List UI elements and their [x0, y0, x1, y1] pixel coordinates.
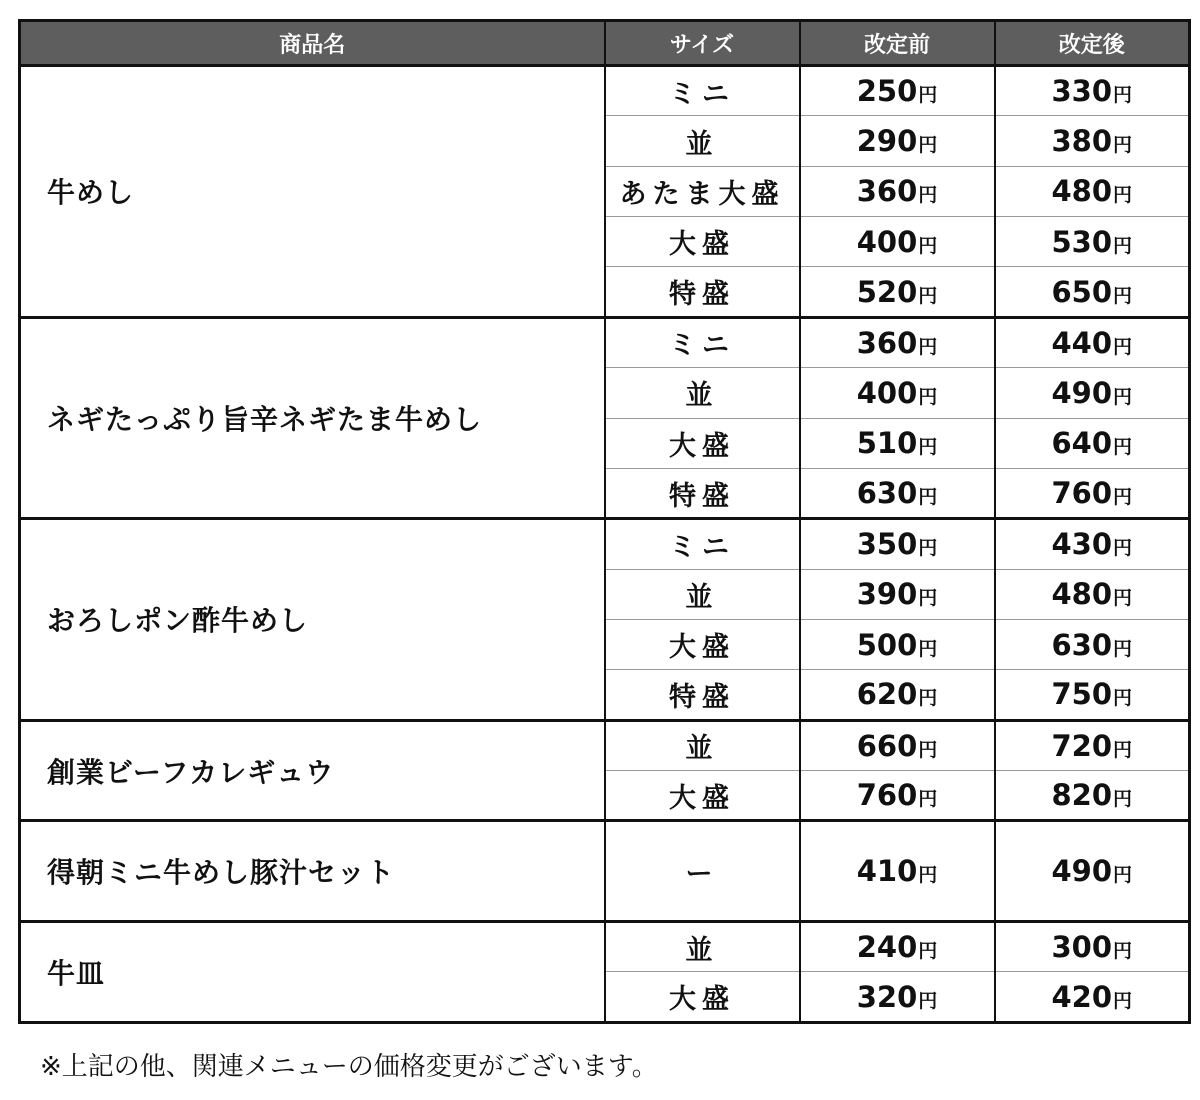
yen-suffix: 円: [1113, 284, 1133, 307]
price-after-cell: [995, 116, 1190, 166]
yen-suffix: 円: [1113, 134, 1133, 157]
table-row: [20, 317, 1190, 367]
price-before-cell: [800, 217, 995, 267]
yen-suffix: 円: [918, 84, 938, 107]
price-revision-table: [18, 19, 1191, 1024]
price-before-value: 360: [856, 174, 918, 209]
size-cell: 大盛: [605, 972, 800, 1023]
price-before-value: 500: [856, 627, 918, 662]
yen-suffix: 円: [1113, 335, 1133, 358]
price-before-cell: [800, 569, 995, 619]
price-after-cell: [995, 418, 1190, 468]
price-before-value: 240: [856, 930, 918, 965]
price-after-value: 650: [1051, 274, 1113, 309]
yen-suffix: 円: [1113, 537, 1133, 560]
price-before-cell: [800, 368, 995, 418]
product-name-cell: おろしポン酢牛めし: [20, 519, 605, 720]
price-before-value: 400: [856, 224, 918, 259]
size-cell: あたま大盛: [605, 166, 800, 216]
yen-suffix: 円: [918, 687, 938, 710]
price-after-cell: [995, 972, 1190, 1023]
yen-suffix: 円: [918, 864, 938, 887]
price-after-value: 630: [1051, 627, 1113, 662]
price-after-value: 300: [1051, 930, 1113, 965]
price-after-cell: [995, 670, 1190, 720]
price-after-cell: [995, 368, 1190, 418]
price-before-value: 350: [856, 527, 918, 562]
yen-suffix: 円: [1113, 486, 1133, 509]
price-before-cell: [800, 670, 995, 720]
size-cell: 並: [605, 368, 800, 418]
size-cell: 特盛: [605, 670, 800, 720]
size-cell: 特盛: [605, 267, 800, 317]
table-row: [20, 821, 1190, 922]
price-after-value: 490: [1051, 854, 1113, 889]
yen-suffix: 円: [918, 134, 938, 157]
yen-suffix: 円: [1113, 788, 1133, 811]
price-after-value: 420: [1051, 979, 1113, 1014]
price-after-value: 330: [1051, 74, 1113, 109]
table-row: [20, 720, 1190, 770]
price-after-cell: [995, 821, 1190, 922]
yen-suffix: 円: [918, 989, 938, 1012]
price-after-cell: [995, 217, 1190, 267]
yen-suffix: 円: [918, 335, 938, 358]
yen-suffix: 円: [1113, 940, 1133, 963]
price-after-value: 380: [1051, 124, 1113, 159]
yen-suffix: 円: [918, 486, 938, 509]
price-before-value: 630: [856, 476, 918, 511]
price-after-value: 440: [1051, 325, 1113, 360]
size-cell: ミニ: [605, 66, 800, 116]
product-name-cell: 牛皿: [20, 922, 605, 1023]
price-after-value: 480: [1051, 174, 1113, 209]
price-before-value: 250: [856, 74, 918, 109]
price-before-value: 620: [856, 677, 918, 712]
size-cell: 大盛: [605, 619, 800, 669]
yen-suffix: 円: [1113, 637, 1133, 660]
yen-suffix: 円: [1113, 84, 1133, 107]
size-cell: 大盛: [605, 771, 800, 821]
size-cell: ミニ: [605, 317, 800, 367]
price-after-cell: [995, 66, 1190, 116]
price-after-cell: [995, 922, 1190, 972]
price-before-cell: [800, 66, 995, 116]
size-cell: 並: [605, 922, 800, 972]
price-after-cell: [995, 317, 1190, 367]
size-cell: 大盛: [605, 217, 800, 267]
yen-suffix: 円: [918, 234, 938, 257]
price-after-cell: [995, 519, 1190, 569]
size-cell: ミニ: [605, 519, 800, 569]
yen-suffix: 円: [1113, 989, 1133, 1012]
yen-suffix: 円: [918, 788, 938, 811]
yen-suffix: 円: [1113, 864, 1133, 887]
yen-suffix: 円: [918, 184, 938, 207]
footnote: ※上記の他、関連メニューの価格変更がございます。: [40, 1052, 658, 1082]
price-after-value: 490: [1051, 375, 1113, 410]
size-cell: 大盛: [605, 418, 800, 468]
price-before-value: 760: [856, 778, 918, 813]
header-price-before: 改定前: [800, 21, 995, 66]
price-before-value: 360: [856, 325, 918, 360]
table-row: [20, 922, 1190, 972]
table-row: [20, 66, 1190, 116]
size-cell: 並: [605, 720, 800, 770]
price-after-value: 640: [1051, 426, 1113, 461]
yen-suffix: 円: [1113, 587, 1133, 610]
price-before-cell: [800, 166, 995, 216]
yen-suffix: 円: [918, 284, 938, 307]
price-before-value: 390: [856, 577, 918, 612]
yen-suffix: 円: [1113, 385, 1133, 408]
price-after-cell: [995, 166, 1190, 216]
price-before-cell: [800, 619, 995, 669]
price-after-cell: [995, 267, 1190, 317]
price-before-value: 660: [856, 728, 918, 763]
yen-suffix: 円: [1113, 234, 1133, 257]
product-name-cell: 創業ビーフカレギュウ: [20, 720, 605, 821]
product-name-cell: 牛めし: [20, 66, 605, 318]
price-after-value: 750: [1051, 677, 1113, 712]
price-before-cell: [800, 720, 995, 770]
price-after-cell: [995, 619, 1190, 669]
price-after-value: 820: [1051, 778, 1113, 813]
price-before-cell: [800, 468, 995, 518]
price-after-value: 720: [1051, 728, 1113, 763]
yen-suffix: 円: [918, 436, 938, 459]
header-price-after: 改定後: [995, 21, 1190, 66]
price-after-value: 530: [1051, 224, 1113, 259]
price-before-value: 320: [856, 979, 918, 1014]
yen-suffix: 円: [918, 940, 938, 963]
price-after-cell: [995, 771, 1190, 821]
price-before-value: 400: [856, 375, 918, 410]
price-before-cell: [800, 418, 995, 468]
table-row: [20, 519, 1190, 569]
price-after-cell: [995, 569, 1190, 619]
price-after-cell: [995, 720, 1190, 770]
yen-suffix: 円: [1113, 436, 1133, 459]
price-before-cell: [800, 821, 995, 922]
price-before-value: 410: [856, 854, 918, 889]
product-name-cell: ネギたっぷり旨辛ネギたま牛めし: [20, 317, 605, 518]
yen-suffix: 円: [918, 738, 938, 761]
price-before-cell: [800, 922, 995, 972]
yen-suffix: 円: [918, 385, 938, 408]
price-before-value: 510: [856, 426, 918, 461]
header-product-name: 商品名: [20, 21, 605, 66]
price-before-cell: [800, 317, 995, 367]
price-after-value: 480: [1051, 577, 1113, 612]
price-before-value: 520: [856, 274, 918, 309]
price-after-cell: [995, 468, 1190, 518]
price-after-value: 760: [1051, 476, 1113, 511]
price-before-cell: [800, 771, 995, 821]
header-size: サイズ: [605, 21, 800, 66]
price-before-cell: [800, 116, 995, 166]
yen-suffix: 円: [1113, 687, 1133, 710]
header-row: [20, 21, 1190, 66]
yen-suffix: 円: [918, 637, 938, 660]
price-before-cell: [800, 972, 995, 1023]
product-name-cell: 得朝ミニ牛めし豚汁セット: [20, 821, 605, 922]
yen-suffix: 円: [1113, 184, 1133, 207]
yen-suffix: 円: [918, 587, 938, 610]
size-cell: ー: [605, 821, 800, 922]
price-after-value: 430: [1051, 527, 1113, 562]
yen-suffix: 円: [1113, 738, 1133, 761]
size-cell: 特盛: [605, 468, 800, 518]
price-before-value: 290: [856, 124, 918, 159]
price-before-cell: [800, 519, 995, 569]
size-cell: 並: [605, 116, 800, 166]
price-before-cell: [800, 267, 995, 317]
yen-suffix: 円: [918, 537, 938, 560]
table-body: [20, 66, 1190, 1023]
size-cell: 並: [605, 569, 800, 619]
